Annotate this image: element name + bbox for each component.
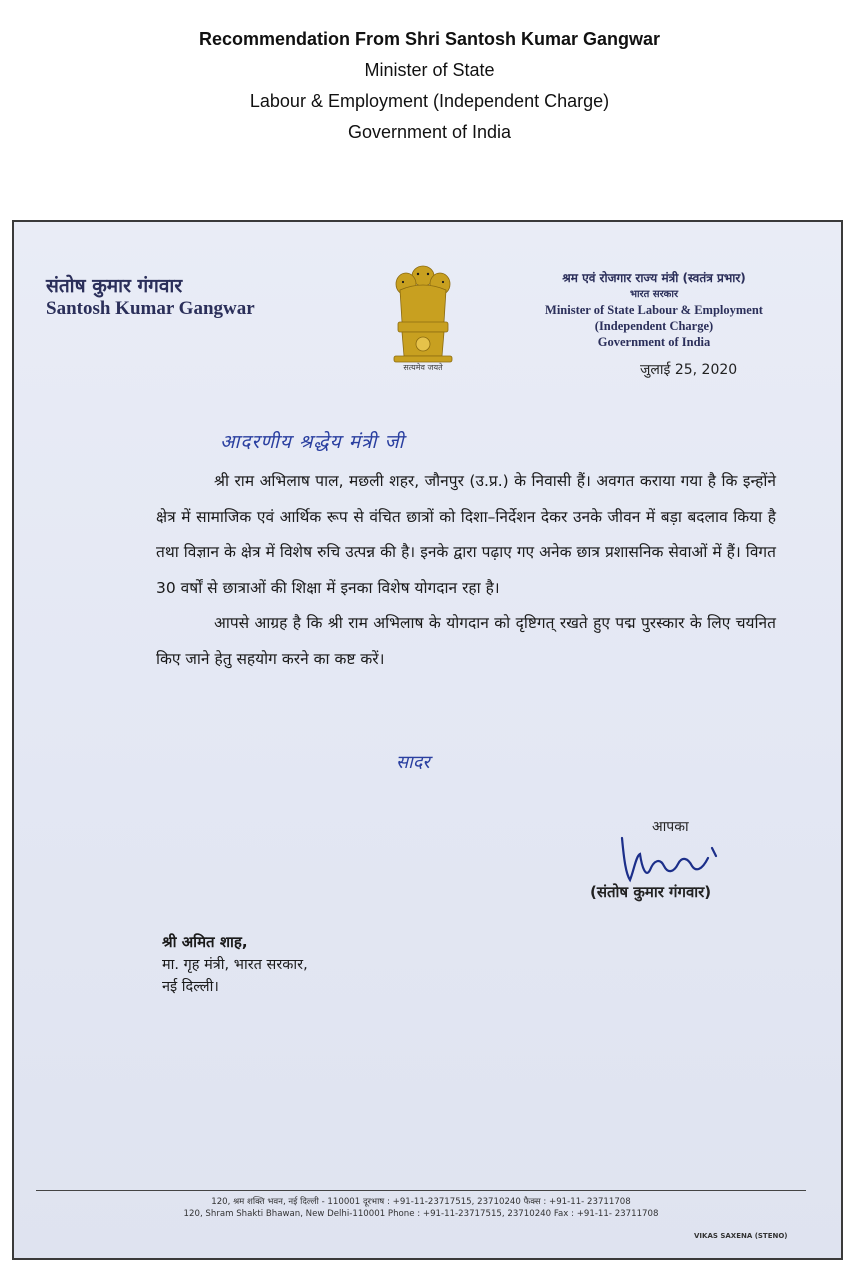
letter-body — [156, 464, 776, 678]
body-paragraph-1: श्री राम अभिलाष पाल, मछली शहर, जौनपुर (उ.प्र.) के निवासी हैं। अवगत कराया गया है कि इन्होंने क्षेत्र में सामाजिक एवं आर्थिक रूप से वंचित छात्रों को दिशा–निर्देशन देकर उनके जीवन में बड़ा बदलाव किया है तथा विज्ञान के क्षेत्र में विशेष रुचि उत्पन्न की है। इनके द्वारा पढ़ाए गए अनेक छात्र प्रशासनिक सेवाओं में हैं। विगत 30 वर्षों से छात्राओं की शिक्षा में इनका विशेष योगदान रहा है। — [156, 472, 776, 597]
addressee-name: श्री अमित शाह, — [162, 933, 248, 951]
ministry-title-hindi: श्रम एवं रोजगार राज्य मंत्री (स्वतंत्र प्रभार) — [562, 271, 746, 285]
signatory-name: (संतोष कुमार गंगवार) — [590, 883, 712, 901]
ministry-title-english: Minister of State Labour & Employment — [545, 303, 763, 317]
letterhead-footer — [36, 1196, 806, 1220]
handwritten-note: सादर — [396, 752, 430, 773]
footer-divider — [36, 1190, 806, 1191]
body-paragraph-2: आपसे आग्रह है कि श्री राम अभिलाष के योगदान को दृष्टिगत् रखते हुए पद्म पुरस्कार के लिए चयनित किए जाने हेतु सहयोग करने का कष्ट करें। — [156, 614, 776, 668]
document-header — [0, 24, 859, 148]
handwritten-salutation: आदरणीय श्रद्धेय मंत्री जी — [220, 431, 405, 453]
letter-date: जुलाई 25, 2020 — [640, 362, 738, 378]
header-line-ministry: Labour & Employment (Independent Charge) — [249, 91, 610, 111]
signature-icon — [604, 830, 734, 890]
footer-address-hindi: 120, श्रम शक्ति भवन, नई दिल्ली - 110001 दूरभाष : +91-11-23717515, 23710240 फैक्स : +91-11- 23711708 — [211, 1197, 631, 1207]
sender-name-hindi: संतोष कुमार गंगवार — [46, 275, 183, 297]
emblem-motto: सत्यमेव जयते — [403, 363, 443, 372]
addressee-designation: मा. गृह मंत्री, भारत सरकार, — [162, 957, 308, 973]
closing-text: आपका — [652, 819, 689, 835]
ministry-block — [484, 270, 824, 350]
government-english: Government of India — [597, 335, 711, 349]
document-title: Recommendation From Shri Santosh Kumar Gangwar — [198, 29, 661, 49]
sender-name-english: Santosh Kumar Gangwar — [46, 298, 255, 319]
addressee-city: नई दिल्ली। — [162, 979, 219, 995]
scanned-letter — [12, 220, 843, 1260]
independent-charge: (Independent Charge) — [594, 319, 714, 333]
government-hindi: भारत सरकार — [629, 289, 679, 300]
header-line-government: Government of India — [347, 122, 512, 142]
header-line-minister: Minister of State — [364, 60, 495, 80]
steno-credit: VIKAS SAXENA (STENO) — [694, 1232, 788, 1240]
addressee-block — [162, 930, 308, 998]
footer-address-english: 120, Shram Shakti Bhawan, New Delhi-110001 Phone : +91-11-23717515, 23710240 Fax : +91-11- 23711708 — [183, 1209, 659, 1219]
national-emblem-icon — [384, 260, 462, 370]
